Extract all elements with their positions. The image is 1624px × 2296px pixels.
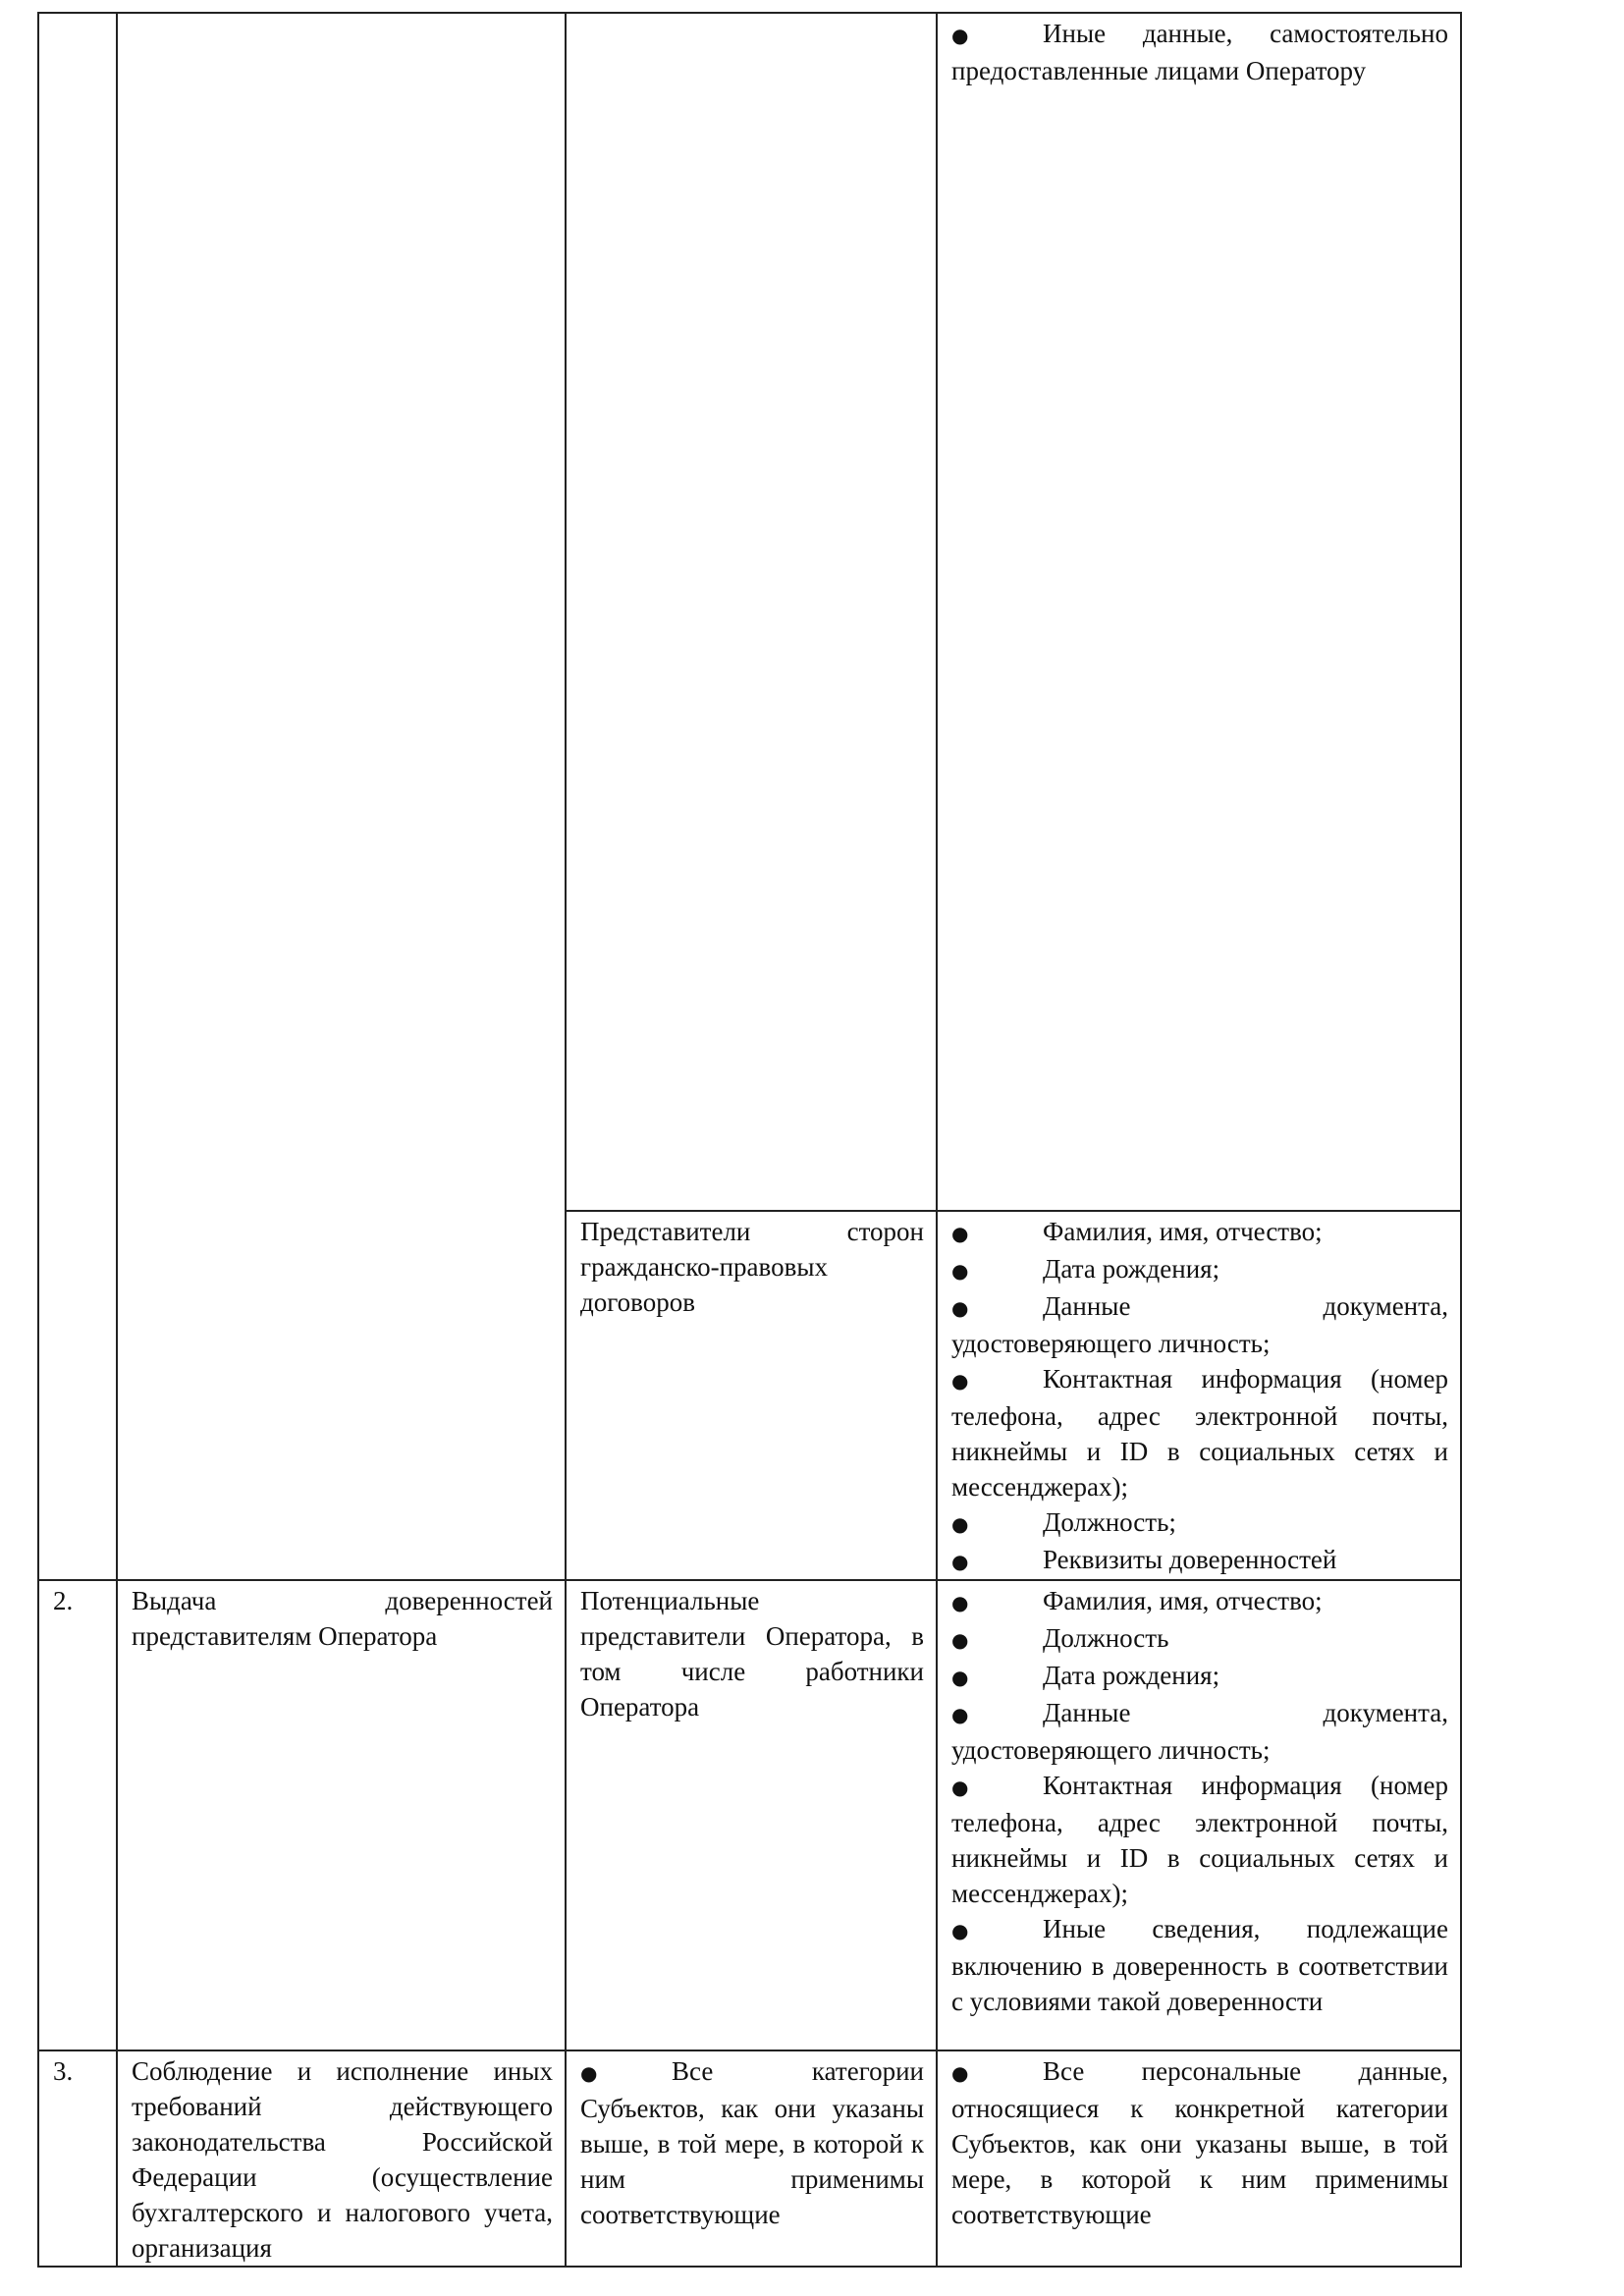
row-number-cell: 2. (38, 1580, 117, 2050)
subjects-cell (566, 2050, 937, 2267)
bullet-icon: ● (951, 1666, 969, 1689)
bullet-icon: ● (951, 1222, 969, 1245)
subjects-list (580, 2053, 924, 2232)
subjects-cell: Представители сторон гражданско-правовых договоров (566, 1211, 937, 1580)
personal-data-table (37, 12, 1462, 2268)
table-row (38, 1580, 1461, 2050)
list-item: ● Фамилия, имя, отчество; (951, 1214, 1448, 1251)
purpose-cell: Соблюдение и исполнение иных требований действующего законодательства Российской Федерации (осуществление бухгалтерского и налогового учета, организация (117, 2050, 566, 2267)
list-item: ● Реквизиты доверенностей (951, 1542, 1448, 1579)
bullet-icon: ● (951, 2061, 969, 2085)
data-cell (937, 1580, 1461, 2050)
subjects-cell: Потенциальные представители Оператора, в том числе работники Оператора (566, 1580, 937, 2050)
list-item: ● Дата рождения; (951, 1251, 1448, 1288)
bullet-icon: ● (951, 1369, 969, 1393)
data-cell (937, 2050, 1461, 2267)
bullet-icon: ● (951, 24, 969, 47)
data-list (951, 2053, 1448, 2232)
list-item: ● Иные данные, самостоятельно предоставленные лицами Оператору (951, 19, 1448, 85)
table-row (38, 2050, 1461, 2267)
bullet-icon: ● (951, 1550, 969, 1573)
bullet-icon: ● (951, 1628, 969, 1652)
row-number-cell: 3. (38, 2050, 117, 2267)
list-item: ● Данные документа, удостоверяющего личность; (951, 1291, 1448, 1358)
data-list (951, 1583, 1448, 2019)
bullet-icon: ● (951, 1512, 969, 1536)
bullet-icon: ● (951, 1919, 969, 1942)
bullet-icon: ● (951, 1703, 969, 1726)
bullet-icon: ● (951, 1296, 969, 1320)
bullet-icon: ● (951, 1259, 969, 1283)
list-item: ● Иные сведения, подлежащие включению в доверенность в соответствии с условиями такой доверенности (951, 1914, 1448, 2016)
data-list (951, 16, 1448, 88)
list-item: ● Должность (951, 1620, 1448, 1658)
bullet-icon: ● (951, 1776, 969, 1799)
list-item: ● Все персональные данные, относящиеся к конкретной категории Субъектов, как они указаны выше, в той мере, в которой к ним применимы соответствующие (951, 2056, 1448, 2229)
bullet-icon: ● (951, 1591, 969, 1614)
data-list (951, 1214, 1448, 1579)
list-item: ● Контактная информация (номер телефона, адрес электронной почты, никнеймы и ID в социальных сетях и мессенджерах); (951, 1771, 1448, 1908)
list-item: ● Данные документа, удостоверяющего личность; (951, 1698, 1448, 1765)
table-row (38, 13, 1461, 1211)
data-cell (937, 13, 1461, 1211)
list-item: ● Все категории Субъектов, как они указаны выше, в той мере, в которой к ним применимы соответствующие (580, 2056, 924, 2229)
list-item: ● Контактная информация (номер телефона, адрес электронной почты, никнеймы и ID в социальных сетях и мессенджерах); (951, 1364, 1448, 1502)
subjects-cell (566, 13, 937, 1211)
row-number-cell (38, 13, 117, 1580)
data-cell (937, 1211, 1461, 1580)
list-item: ● Должность; (951, 1504, 1448, 1542)
purpose-cell (117, 13, 566, 1580)
list-item: ● Фамилия, имя, отчество; (951, 1583, 1448, 1620)
list-item: ● Дата рождения; (951, 1658, 1448, 1695)
purpose-cell: Выдача доверенностей представителям Оператора (117, 1580, 566, 2050)
bullet-icon: ● (580, 2061, 598, 2085)
